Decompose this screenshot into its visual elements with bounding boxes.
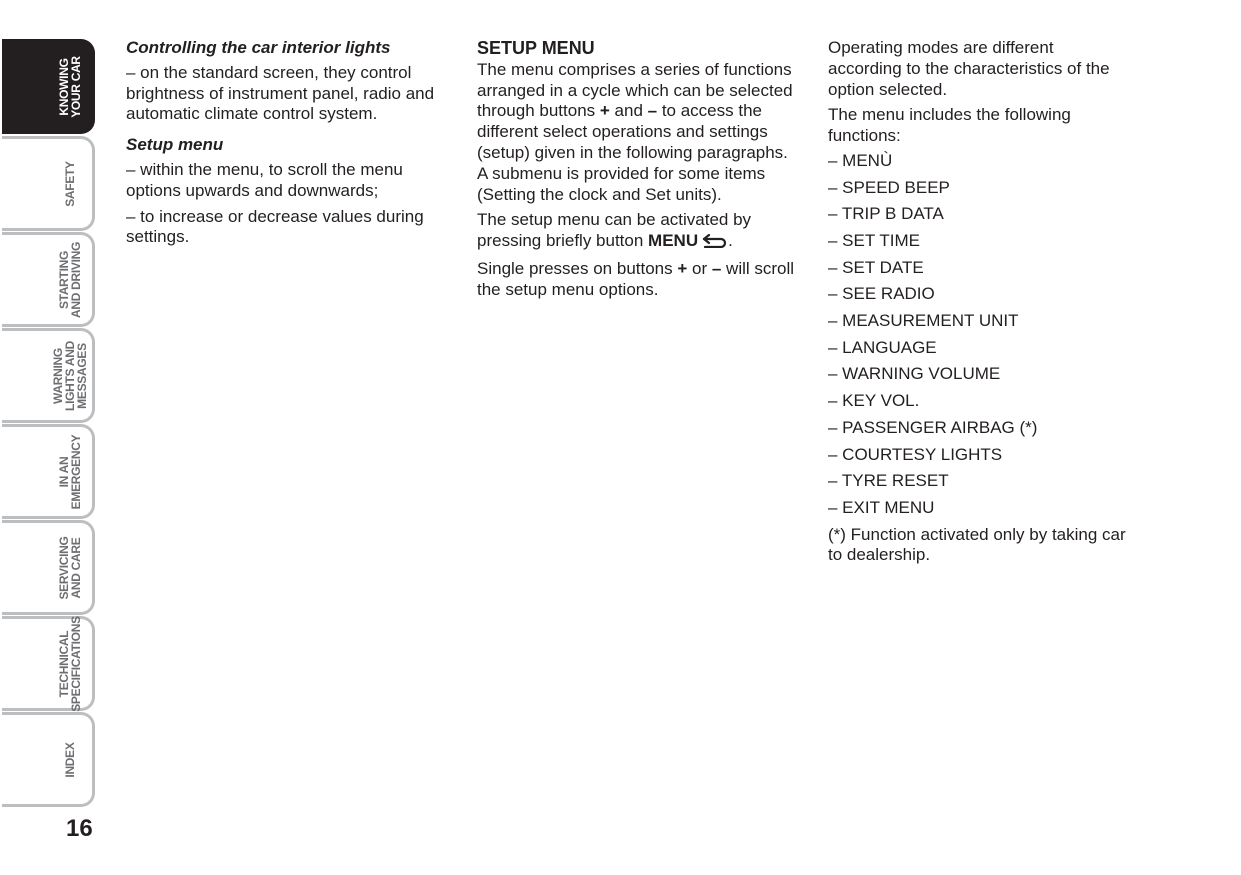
list-item: – TYRE RESET [828,471,949,491]
interior-lights-text: – on the standard screen, they control brightness of instrument panel, radio and automatic climate control system. [126,62,435,124]
list-item: – SET TIME [828,231,920,251]
tab-label: INDEX [63,741,77,778]
list-item: – LANGUAGE [828,337,937,357]
setup-menu-scrolling [477,259,797,301]
column-interior-lights [126,38,446,253]
list-item: – MEASUREMENT UNIT [828,311,1019,331]
text-run: Single presses on buttons [477,258,678,278]
tab-label: IN AN EMERGENCY [57,434,83,509]
page-number: 16 [66,815,93,842]
setup-menu-activation [477,210,797,254]
tab-index[interactable] [2,712,95,807]
menu-button-label: MENU [648,231,699,251]
list-item: – SET DATE [828,257,924,277]
tab-servicing-and-care[interactable] [2,520,95,615]
tab-in-an-emergency[interactable] [2,424,95,519]
tab-label: KNOWING YOUR CAR [57,55,83,118]
tab-technical-specifications[interactable] [2,616,95,711]
setup-menu-description [477,60,797,206]
tab-label: TECHNICAL SPECIFICATIONS [57,615,83,712]
tab-warning-lights-and-messages[interactable] [2,328,95,423]
minus-button-symbol: – [711,258,722,278]
list-item: – PASSENGER AIRBAG (*) [828,417,1038,437]
plus-button-symbol: + [599,101,610,121]
footnote: (*) Function activated only by taking car to dealership. [828,524,1126,565]
tab-label: SERVICING AND CARE [57,535,83,600]
heading-setup-menu: SETUP MENU [477,38,595,58]
heading-setup-menu-italic: Setup menu [126,135,224,155]
list-item: – TRIP B DATA [828,204,944,224]
list-item: – COURTESY LIGHTS [828,444,1003,464]
operating-modes-text: Operating modes are different according to the characteristics of the option selected. [828,38,1110,99]
text-run: and [609,101,648,121]
column-menu-functions [828,38,1128,571]
list-item: – EXIT MENU [828,497,935,517]
list-item: – WARNING VOLUME [828,364,1001,384]
text-run: . [728,231,733,251]
functions-list [828,151,1128,519]
return-arrow-icon [702,233,728,254]
list-item: – KEY VOL. [828,391,920,411]
tab-label: SAFETY [63,160,77,207]
text-run: The setup menu can be activated by pressing briefly button [477,210,752,251]
tab-label: STARTING AND DRIVING [57,241,83,318]
list-item: – SPEED BEEP [828,177,950,197]
tab-starting-and-driving[interactable] [2,232,95,327]
list-item: – SEE RADIO [828,284,935,304]
text-run: or [687,258,712,278]
functions-intro: The menu includes the following functions: [828,105,1071,146]
plus-button-symbol: + [677,258,688,278]
text-run: The menu comprises a series of functions arranged in a cycle which can be selected through buttons [477,59,793,121]
text-run: to access the different select operations and settings (setup) given in the following paragraphs. A submenu is provided for some items (Setting the clock and Set units). [477,101,788,204]
tab-safety[interactable] [2,136,95,231]
text-run: will scroll the setup menu options. [477,258,795,299]
heading-interior-lights: Controlling the car interior lights [126,38,391,57]
tab-label: WARNING LIGHTS AND MESSAGES [51,340,89,411]
list-item: – MENÙ [828,150,893,170]
minus-button-symbol: – [647,101,658,121]
setup-menu-text-scroll: – within the menu, to scroll the menu options upwards and downwards; [126,159,403,200]
column-setup-menu [477,38,797,306]
setup-menu-text-values: – to increase or decrease values during settings. [126,206,424,247]
tab-knowing-your-car[interactable] [2,39,95,134]
